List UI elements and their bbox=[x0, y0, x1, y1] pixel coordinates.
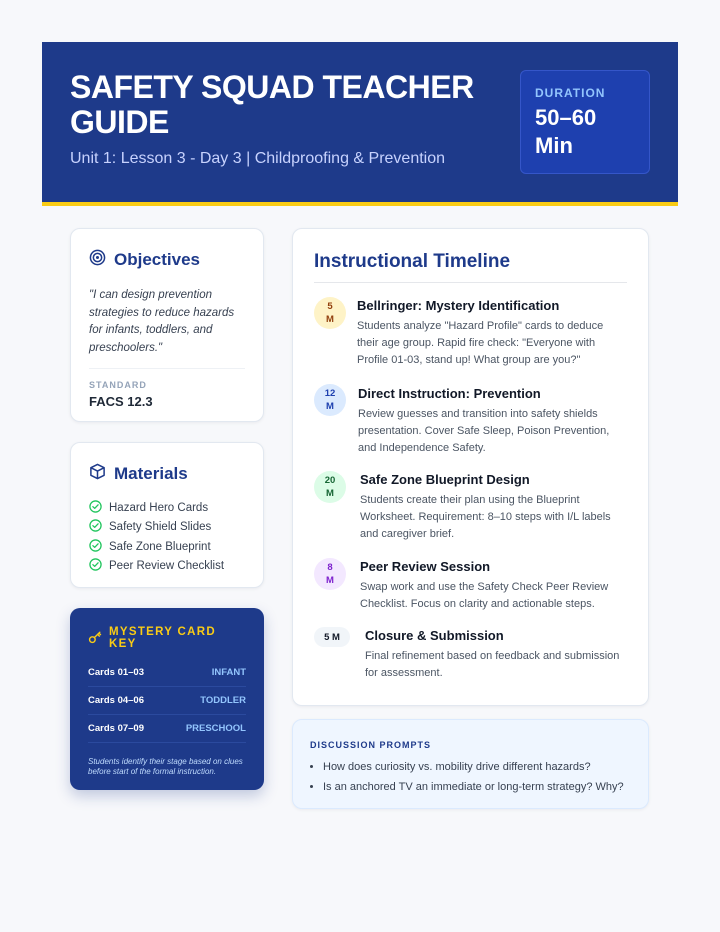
list-item bbox=[89, 537, 245, 557]
key-note: Students identify their stage based on clues before start of the formal instruction. bbox=[88, 757, 243, 776]
timeline-title: Instructional Timeline bbox=[314, 251, 627, 283]
check-circle-icon bbox=[89, 500, 102, 516]
material-label: Peer Review Checklist bbox=[109, 560, 225, 573]
timeline-item-desc: Swap work and use the Safety Check Peer Review Checklist. Focus on clarity and actionable steps. bbox=[360, 581, 609, 610]
timeline-item-title: Direct Instruction: Prevention bbox=[358, 386, 541, 401]
key-heading bbox=[88, 626, 246, 650]
discussion-list bbox=[310, 757, 631, 797]
table-row bbox=[88, 659, 246, 687]
badge-unit: M bbox=[326, 314, 334, 325]
time-badge bbox=[314, 627, 350, 647]
badge-number: 8 bbox=[327, 562, 333, 573]
key-title: MYSTERY CARD KEY bbox=[109, 626, 216, 650]
key-icon bbox=[88, 630, 102, 647]
target-icon bbox=[89, 249, 106, 271]
timeline-item-title: Peer Review Session bbox=[360, 559, 491, 574]
key-stage: INFANT bbox=[211, 667, 246, 678]
badge-unit: M bbox=[326, 575, 334, 586]
duration-label: DURATION bbox=[535, 86, 606, 100]
list-item: • Is an anchored TV an immediate or long-term strategy? Why? bbox=[323, 777, 631, 797]
badge-unit: M bbox=[326, 401, 334, 412]
badge-number: 5 M bbox=[324, 631, 340, 643]
page-subtitle: Unit 1: Lesson 3 - Day 3 | Childproofing & Prevention bbox=[70, 150, 446, 167]
check-circle-icon bbox=[89, 558, 102, 574]
standard-value: FACS 12.3 bbox=[89, 394, 153, 409]
key-cards: Cards 07–09 bbox=[88, 723, 144, 734]
discussion-label: DISCUSSION PROMPTS bbox=[310, 740, 432, 750]
time-badge bbox=[314, 297, 346, 329]
timeline-item-desc: Final refinement based on feedback and submission for assessment. bbox=[365, 650, 620, 679]
time-badge bbox=[314, 384, 346, 416]
instructional-timeline bbox=[292, 228, 649, 706]
list-item bbox=[89, 498, 245, 518]
key-cards: Cards 04–06 bbox=[88, 695, 144, 706]
timeline-item-title: Bellringer: Mystery Identification bbox=[357, 298, 560, 313]
list-item bbox=[89, 557, 245, 577]
page-title: SAFETY SQUAD TEACHER GUIDE bbox=[70, 69, 474, 140]
material-label: Safety Shield Slides bbox=[109, 521, 212, 534]
duration-box bbox=[520, 70, 650, 174]
timeline-item-title: Closure & Submission bbox=[365, 628, 504, 643]
time-badge bbox=[314, 471, 346, 503]
material-label: Hazard Hero Cards bbox=[109, 501, 209, 514]
table-row bbox=[88, 687, 246, 715]
timeline-item-title: Safe Zone Blueprint Design bbox=[360, 472, 530, 487]
timeline-item-desc: Review guesses and transition into safety shields presentation. Cover Safe Sleep, Poison Prevention, and Independence Safety. bbox=[358, 408, 610, 454]
mystery-card-key bbox=[70, 608, 264, 790]
objective-quote: "I can design prevention strategies to reduce hazards for infants, toddlers, and preschoolers." bbox=[89, 287, 245, 369]
check-circle-icon bbox=[89, 539, 102, 555]
key-cards: Cards 01–03 bbox=[88, 667, 144, 678]
material-label: Safe Zone Blueprint bbox=[109, 540, 211, 553]
duration-value: 50–60 Min bbox=[535, 105, 597, 158]
discussion-prompts bbox=[292, 719, 649, 809]
key-rows bbox=[88, 659, 246, 743]
key-stage: TODDLER bbox=[200, 695, 246, 706]
objectives-title: Objectives bbox=[114, 250, 200, 269]
badge-number: 20 bbox=[324, 475, 336, 486]
materials-card bbox=[70, 442, 264, 588]
objectives-card bbox=[70, 228, 264, 422]
header-banner bbox=[42, 42, 678, 206]
table-row bbox=[88, 715, 246, 743]
materials-heading bbox=[89, 463, 245, 485]
check-circle-icon bbox=[89, 519, 102, 535]
materials-title: Materials bbox=[114, 464, 188, 483]
list-item: • How does curiosity vs. mobility drive different hazards? bbox=[323, 757, 631, 777]
objectives-heading bbox=[89, 249, 245, 271]
badge-unit: M bbox=[326, 488, 334, 499]
timeline-item-desc: Students create their plan using the Blueprint Worksheet. Requirement: 8–10 steps with I/L labels and caregiver brief. bbox=[360, 494, 611, 540]
list-item bbox=[89, 518, 245, 538]
badge-number: 12 bbox=[324, 388, 336, 399]
box-icon bbox=[89, 463, 106, 485]
key-stage: PRESCHOOL bbox=[185, 723, 246, 734]
materials-list bbox=[89, 498, 245, 576]
timeline-item-desc: Students analyze "Hazard Profile" cards to deduce their age group. Rapid fire check: "Everyone with Profile 01-03, stand up! What group are you?" bbox=[357, 320, 604, 366]
badge-number: 5 bbox=[327, 301, 333, 312]
standard-label: STANDARD bbox=[89, 380, 147, 390]
time-badge bbox=[314, 558, 346, 590]
